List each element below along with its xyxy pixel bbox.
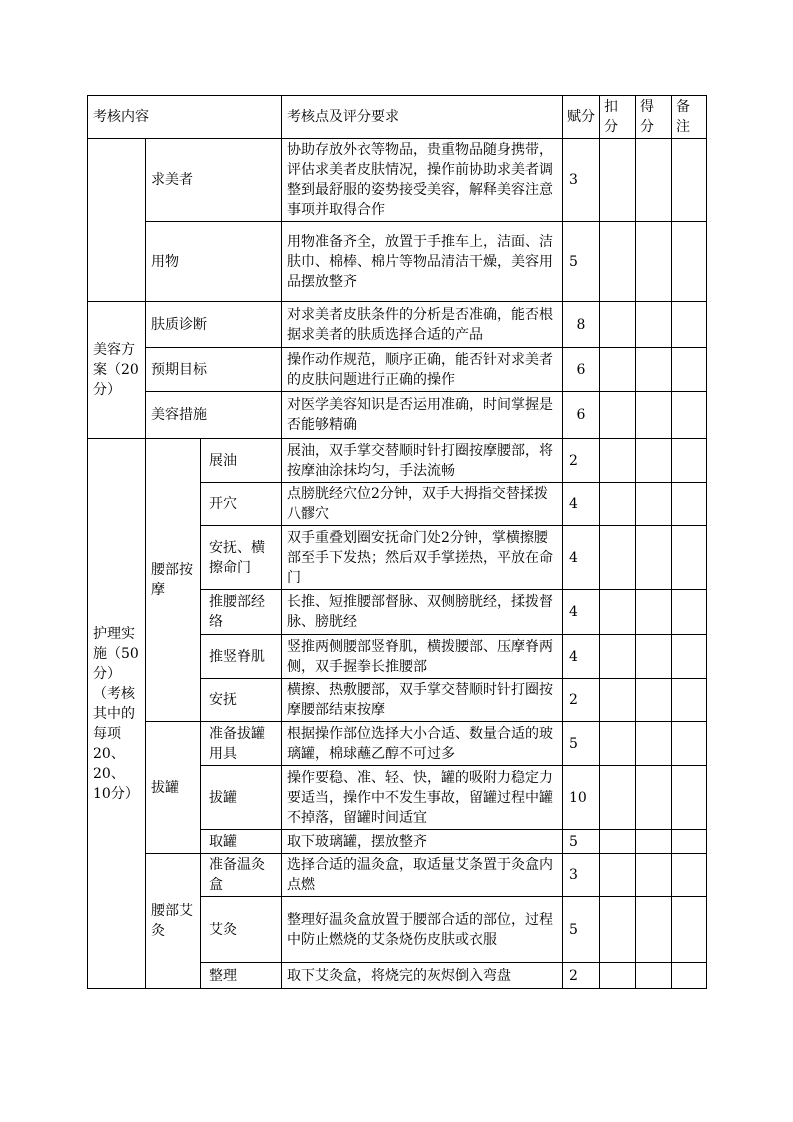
requirement-text: 竖推两侧腰部竖脊肌，横拨腰部、压摩脊两侧，双手握拳长推腰部 (282, 635, 563, 679)
table-row (88, 222, 707, 302)
table-row (88, 302, 707, 348)
requirement-text: 整理好温灸盒放置于腰部合适的部位，过程中防止燃烧的艾条烧伤皮肤或衣服 (282, 897, 563, 963)
deduct-cell (600, 830, 636, 854)
deduct-cell (600, 302, 636, 348)
note-cell (672, 635, 707, 679)
score-value: 10 (563, 766, 600, 830)
got-cell (636, 590, 672, 635)
score-value: 3 (563, 854, 600, 897)
note-cell (672, 302, 707, 348)
got-cell (636, 963, 672, 989)
note-cell (672, 830, 707, 854)
got-cell (636, 392, 672, 439)
section-label (88, 139, 146, 302)
deduct-cell (600, 722, 636, 766)
note-cell (672, 348, 707, 392)
table-row (88, 722, 707, 766)
deduct-cell (600, 854, 636, 897)
header-content: 考核内容 (88, 96, 282, 139)
item-label: 美容措施 (146, 392, 282, 439)
got-cell (636, 483, 672, 526)
group-label: 腰部按摩 (146, 439, 201, 722)
deduct-cell (600, 897, 636, 963)
got-cell (636, 139, 672, 222)
deduct-cell (600, 392, 636, 439)
score-value: 5 (563, 830, 600, 854)
item-label: 预期目标 (146, 348, 282, 392)
deduct-cell (600, 590, 636, 635)
score-value: 5 (563, 897, 600, 963)
got-cell (636, 348, 672, 392)
got-cell (636, 679, 672, 722)
section-label: 美容方案（20分） (88, 302, 146, 439)
note-cell (672, 526, 707, 590)
got-cell (636, 302, 672, 348)
header-got: 得分 (636, 96, 672, 139)
item-label: 推腰部经络 (201, 590, 282, 635)
item-label: 肤质诊断 (146, 302, 282, 348)
requirement-text: 点膀胱经穴位2分钟，双手大拇指交替揉拨八髎穴 (282, 483, 563, 526)
note-cell (672, 139, 707, 222)
got-cell (636, 222, 672, 302)
note-cell (672, 897, 707, 963)
got-cell (636, 830, 672, 854)
requirement-text: 协助存放外衣等物品，贵重物品随身携带，评估求美者皮肤情况，操作前协助求美者调整到最舒服的姿势接受美容，解释美容注意事项并取得合作 (282, 139, 563, 222)
got-cell (636, 897, 672, 963)
item-label: 整理 (201, 963, 282, 989)
note-cell (672, 963, 707, 989)
deduct-cell (600, 483, 636, 526)
got-cell (636, 854, 672, 897)
note-cell (672, 222, 707, 302)
item-label: 安抚 (201, 679, 282, 722)
got-cell (636, 766, 672, 830)
item-label: 求美者 (146, 139, 282, 222)
section-label: 护理实施（50分）（考核其中的每项20、20、10分） (88, 439, 146, 989)
requirement-text: 取下艾灸盒，将烧完的灰烬倒入弯盘 (282, 963, 563, 989)
deduct-cell (600, 963, 636, 989)
deduct-cell (600, 139, 636, 222)
deduct-cell (600, 766, 636, 830)
deduct-cell (600, 679, 636, 722)
header-points: 考核点及评分要求 (282, 96, 563, 139)
requirement-text: 根据操作部位选择大小合适、数量合适的玻璃罐，棉球蘸乙醇不可过多 (282, 722, 563, 766)
got-cell (636, 439, 672, 483)
requirement-text: 对医学美容知识是否运用准确，时间掌握是否能够精确 (282, 392, 563, 439)
note-cell (672, 722, 707, 766)
requirement-text: 双手重叠划圈安抚命门处2分钟，掌横擦腰部至手下发热；然后双手掌搓热，平放在命门 (282, 526, 563, 590)
note-cell (672, 766, 707, 830)
deduct-cell (600, 439, 636, 483)
deduct-cell (600, 348, 636, 392)
deduct-cell (600, 222, 636, 302)
item-label: 艾灸 (201, 897, 282, 963)
note-cell (672, 590, 707, 635)
score-value: 5 (563, 222, 600, 302)
table-header-row (88, 96, 707, 139)
item-label: 安抚、横擦命门 (201, 526, 282, 590)
score-value: 6 (563, 348, 600, 392)
item-label: 推竖脊肌 (201, 635, 282, 679)
deduct-cell (600, 526, 636, 590)
score-value: 4 (563, 590, 600, 635)
score-value: 2 (563, 963, 600, 989)
requirement-text: 对求美者皮肤条件的分析是否准确，能否根据求美者的肤质选择合适的产品 (282, 302, 563, 348)
requirement-text: 操作动作规范，顺序正确，能否针对求美者的皮肤问题进行正确的操作 (282, 348, 563, 392)
deduct-cell (600, 635, 636, 679)
item-label: 用物 (146, 222, 282, 302)
requirement-text: 展油，双手掌交替顺时针打圈按摩腰部，将按摩油涂抹均匀，手法流畅 (282, 439, 563, 483)
score-value: 2 (563, 679, 600, 722)
score-value: 3 (563, 139, 600, 222)
header-score: 赋分 (563, 96, 600, 139)
table-row (88, 854, 707, 897)
requirement-text: 横擦、热敷腰部，双手掌交替顺时针打圈按摩腰部结束按摩 (282, 679, 563, 722)
got-cell (636, 526, 672, 590)
table-row (88, 392, 707, 439)
group-label: 腰部艾灸 (146, 854, 201, 989)
table-row (88, 139, 707, 222)
requirement-text: 操作要稳、准、轻、快，罐的吸附力稳定力要适当，操作中不发生事故，留罐过程中罐不掉落，留罐时间适宜 (282, 766, 563, 830)
assessment-table (87, 95, 707, 989)
score-value: 6 (563, 392, 600, 439)
requirement-text: 选择合适的温灸盒，取适量艾条置于灸盒内点燃 (282, 854, 563, 897)
item-label: 准备温灸盒 (201, 854, 282, 897)
note-cell (672, 679, 707, 722)
table-row (88, 439, 707, 483)
requirement-text: 用物准备齐全，放置于手推车上，洁面、洁肤巾、棉棒、棉片等物品清洁干燥，美容用品摆放整齐 (282, 222, 563, 302)
header-note: 备注 (672, 96, 707, 139)
score-value: 4 (563, 526, 600, 590)
group-label: 拔罐 (146, 722, 201, 854)
score-value: 4 (563, 635, 600, 679)
item-label: 准备拔罐用具 (201, 722, 282, 766)
item-label: 开穴 (201, 483, 282, 526)
item-label: 取罐 (201, 830, 282, 854)
note-cell (672, 392, 707, 439)
note-cell (672, 483, 707, 526)
got-cell (636, 635, 672, 679)
note-cell (672, 439, 707, 483)
score-value: 4 (563, 483, 600, 526)
item-label: 拔罐 (201, 766, 282, 830)
item-label: 展油 (201, 439, 282, 483)
score-value: 8 (563, 302, 600, 348)
requirement-text: 取下玻璃罐，摆放整齐 (282, 830, 563, 854)
score-value: 2 (563, 439, 600, 483)
score-value: 5 (563, 722, 600, 766)
note-cell (672, 854, 707, 897)
requirement-text: 长推、短推腰部督脉、双侧膀胱经，揉拨督脉、膀胱经 (282, 590, 563, 635)
header-deduct: 扣分 (600, 96, 636, 139)
table-row (88, 348, 707, 392)
got-cell (636, 722, 672, 766)
